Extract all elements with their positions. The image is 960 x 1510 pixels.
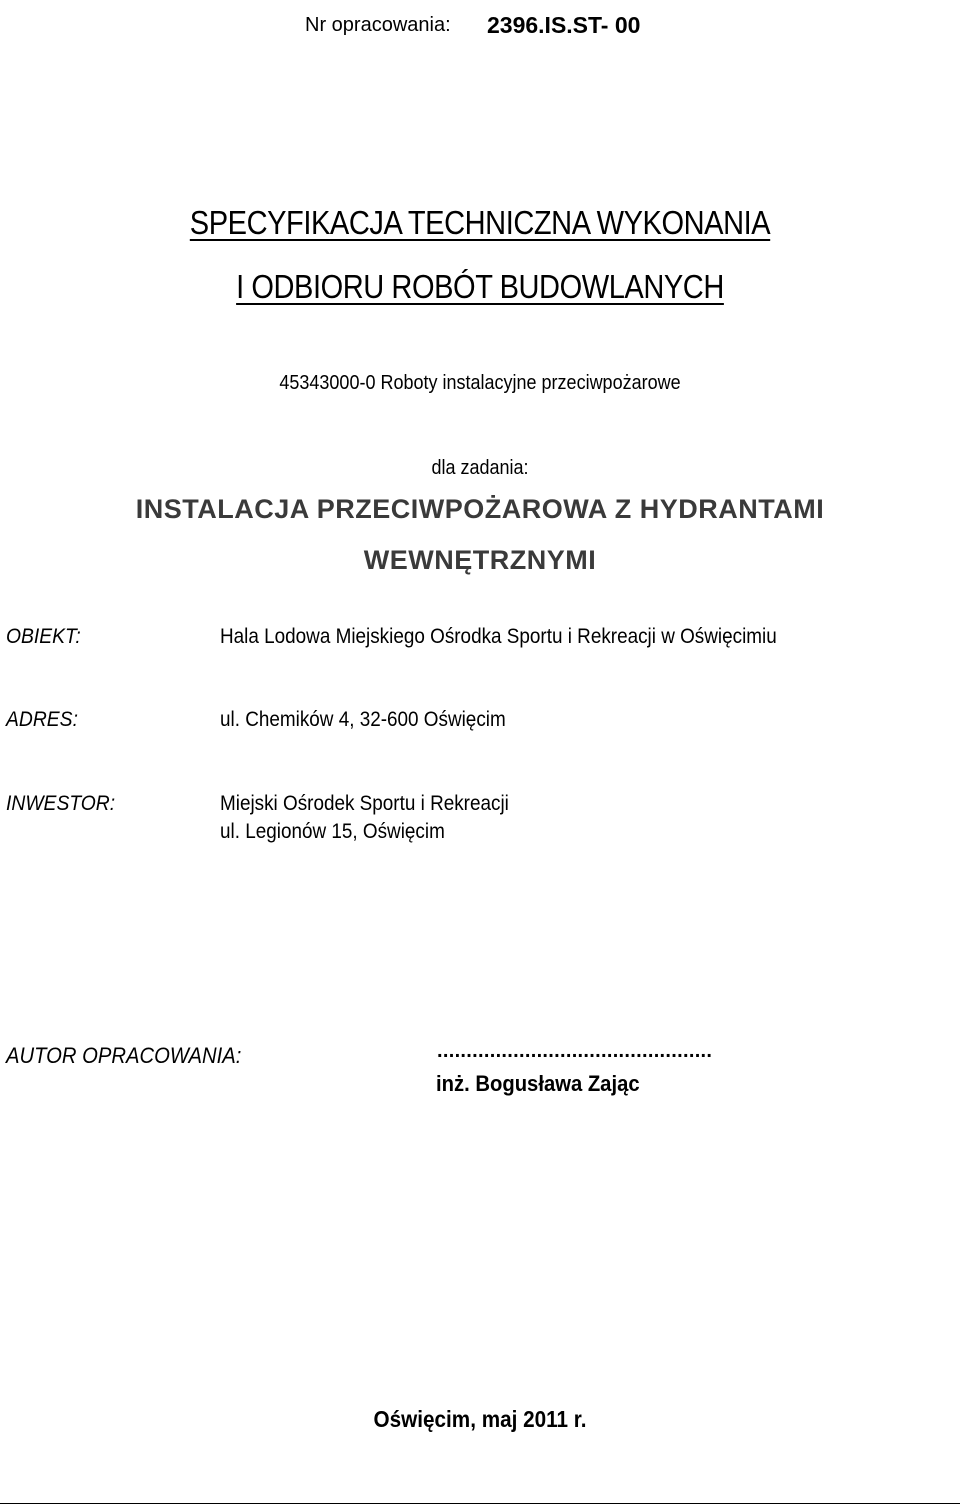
cpv-code: 45343000-0 Roboty instalacyjne przeciwpożarowe bbox=[279, 372, 681, 394]
task-label: dla zadania: bbox=[431, 457, 529, 479]
document-number-label: Nr opracowania: bbox=[305, 14, 451, 36]
place-and-date: Oświęcim, maj 2011 r. bbox=[373, 1406, 587, 1432]
obiekt-label: OBIEKT: bbox=[6, 625, 81, 648]
signature-placeholder: ............................................... bbox=[437, 1040, 713, 1062]
document-title-line-1: SPECYFIKACJA TECHNICZNA WYKONANIA bbox=[189, 204, 771, 241]
inwestor-address: ul. Legionów 15, Oświęcim bbox=[220, 820, 445, 843]
adres-label: ADRES: bbox=[6, 708, 78, 731]
author-label: AUTOR OPRACOWANIA: bbox=[6, 1043, 242, 1068]
inwestor-name: Miejski Ośrodek Sportu i Rekreacji bbox=[220, 792, 509, 815]
document-title-line-2: I ODBIORU ROBÓT BUDOWLANYCH bbox=[236, 268, 724, 305]
page-bottom-rule bbox=[0, 1503, 960, 1504]
task-title-line-1: INSTALACJA PRZECIWPOŻAROWA Z HYDRANTAMI bbox=[135, 494, 825, 524]
inwestor-label: INWESTOR: bbox=[6, 792, 116, 815]
author-name: inż. Bogusława Zając bbox=[436, 1071, 640, 1096]
obiekt-value: Hala Lodowa Miejskiego Ośrodka Sportu i Rekreacji w Oświęcimiu bbox=[220, 625, 777, 648]
adres-value: ul. Chemików 4, 32-600 Oświęcim bbox=[220, 708, 506, 731]
task-title-line-2: WEWNĘTRZNYMI bbox=[363, 545, 597, 575]
document-number: 2396.IS.ST- 00 bbox=[487, 12, 641, 38]
